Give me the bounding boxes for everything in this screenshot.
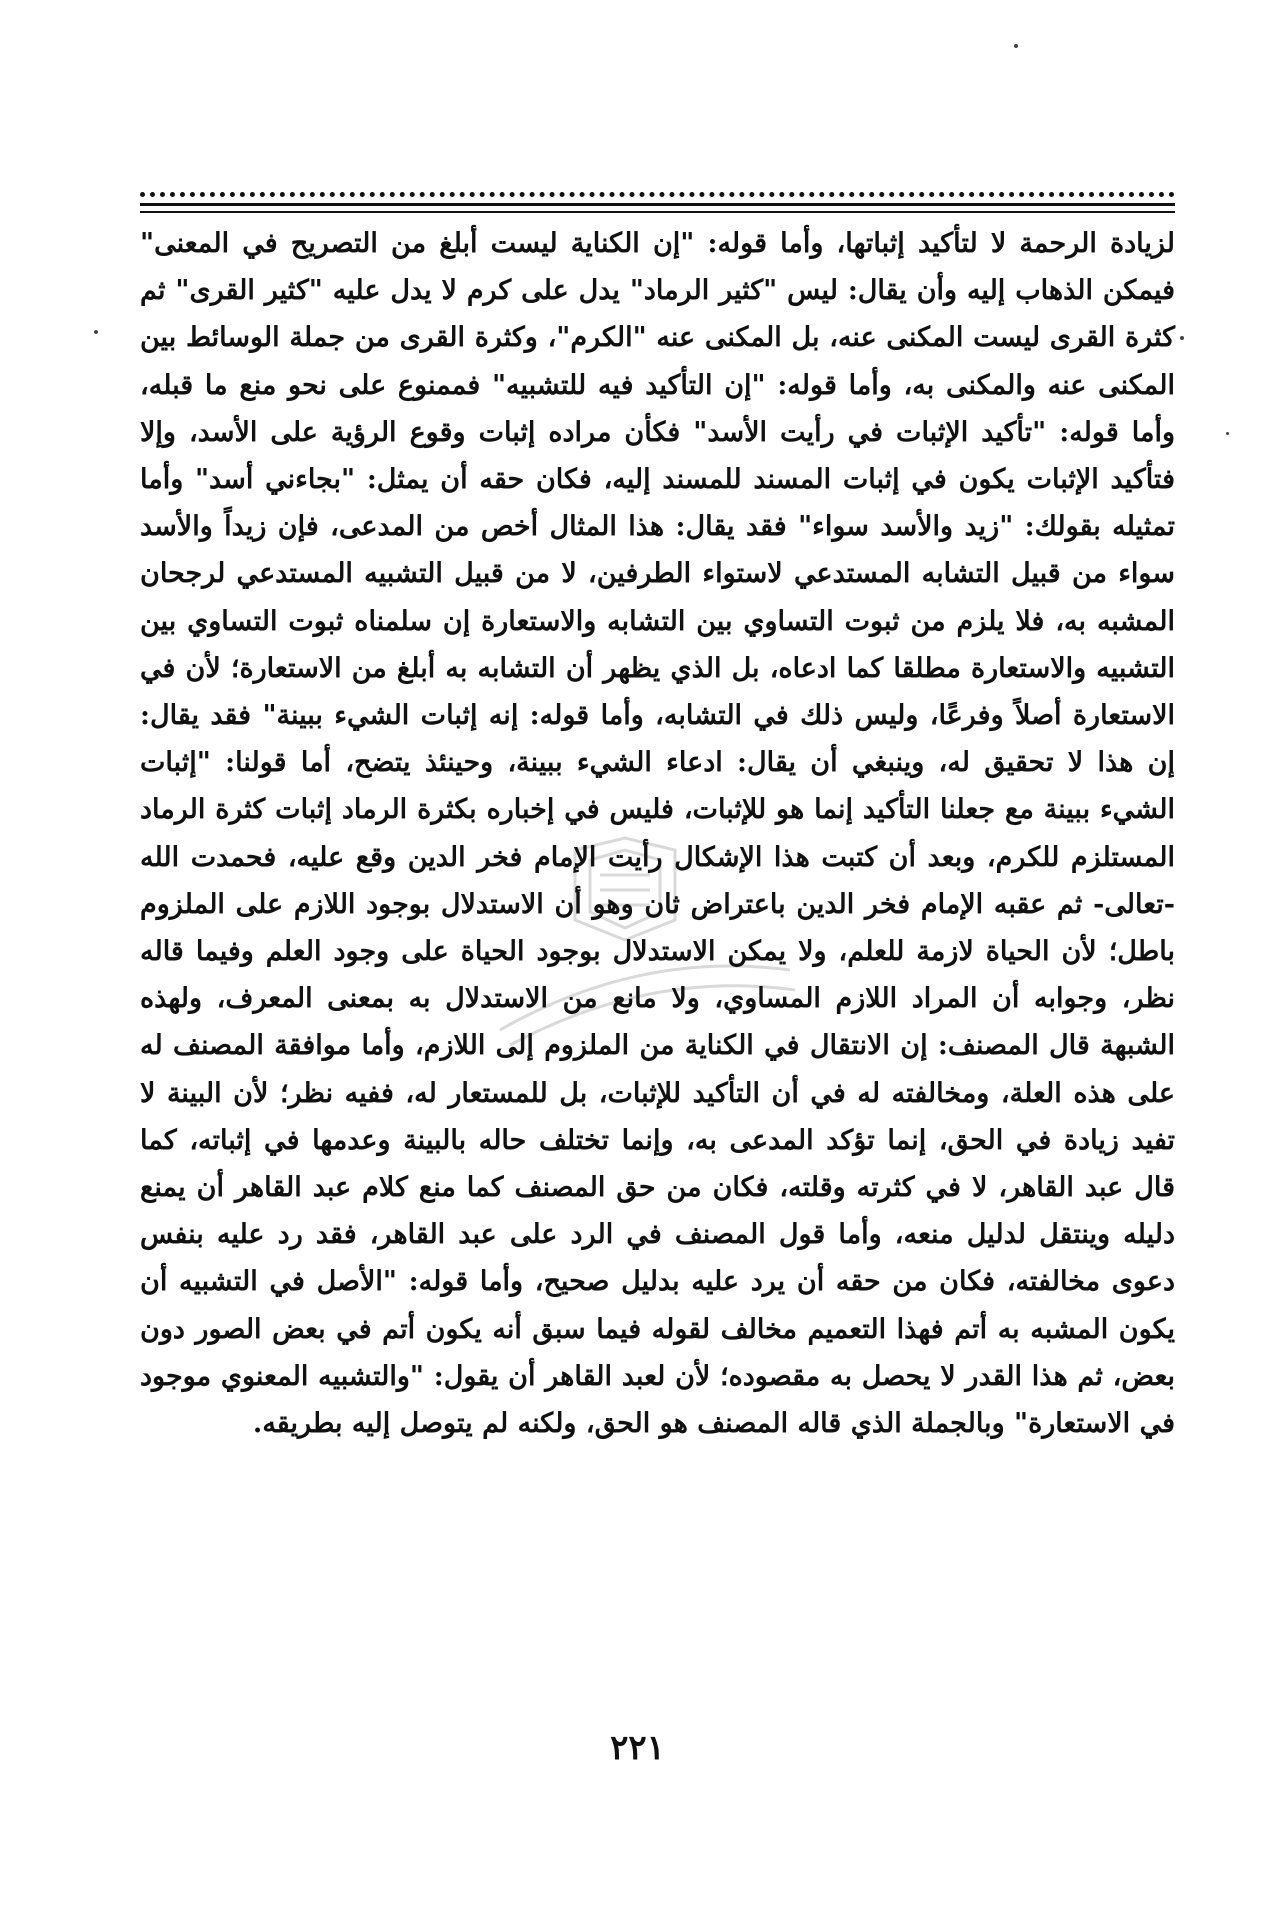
- scan-speck: [1014, 44, 1018, 48]
- header-rule-top: [140, 203, 1175, 206]
- body-paragraph: لزيادة الرحمة لا لتأكيد إثباتها، وأما قوله: "إن الكناية ليست أبلغ من التصريح في المعنى" فيمكن الذهاب إليه وأن يقال: ليس "كثير الرماد" يدل على كرم لا يدل عليه "كثير القرى" ثم كثرة القرى ليست المكنى عنه، بل المكنى عنه "الكرم"، وكثرة القرى من جملة الوسائط بين المكنى عنه والمكنى به، وأما قوله: "إن التأكيد فيه للتشبيه" فممنوع على نحو منع ما قبله، وأما قوله: "تأكيد الإثبات في رأيت الأسد" فكأن مراده إثبات وقوع الرؤية على الأسد، وإلا فتأكيد الإثبات يكون في إثبات المسند للمسند إليه، فكان حقه أن يمثل: "بجاءني أسد" وأما تمثيله بقولك: "زيد والأسد سواء" فقد يقال: هذا المثال أخص من المدعى، فإن زيداً والأسد سواء من قبيل التشابه المستدعي لاستواء الطرفين، لا من قبيل التشبيه المستدعي لرجحان المشبه به، فلا يلزم من ثبوت التساوي بين التشابه والاستعارة إن سلمناه ثبوت التساوي بين التشبيه والاستعارة مطلقا كما ادعاه، بل الذي يظهر أن التشابه به أبلغ من الاستعارة؛ لأن في الاستعارة أصلاً وفرعًا، وليس ذلك في التشابه، وأما قوله: إنه إثبات الشيء ببينة" فقد يقال: إن هذا لا تحقيق له، وينبغي أن يقال: ادعاء الشيء ببينة، وحينئذ يتضح، أما قولنا: "إثبات الشيء ببينة مع جعلنا التأكيد إنما هو للإثبات، فليس في إخباره بكثرة الرماد إثبات كثرة الرماد المستلزم للكرم، وبعد أن كتبت هذا الإشكال رأيت الإمام فخر الدين وقع عليه، فحمدت الله -تعالى- ثم عقبه الإمام فخر الدين باعتراض ثان وهو أن الاستدلال بوجود اللازم على الملزوم باطل؛ لأن الحياة لازمة للعلم، ولا يمكن الاستدلال بوجود الحياة على وجود العلم وفيما قاله نظر، وجوابه أن المراد اللازم المساوي، ولا مانع من الاستدلال به بمعنى المعرف، ولهذه الشبهة قال المصنف: إن الانتقال في الكناية من الملزوم إلى اللازم، وأما موافقة المصنف له على هذه العلة، ومخالفته له في أن التأكيد للإثبات، بل للمستعار له، ففيه نظر؛ لأن البينة لا تفيد زيادة في الحق، إنما تؤكد المدعى به، وإنما تختلف حاله بالبينة وعدمها في إثباته، كما قال عبد القاهر، لا في كثرته وقلته، فكان من حق المصنف كما منع كلام عبد القاهر أن يمنع دليله وينتقل لدليل منعه، وأما قول المصنف في الرد على عبد القاهر، فقد رد عليه بنفس دعوى مخالفته، فكان من حقه أن يرد عليه بدليل صحيح، وأما قوله: "الأصل في التشبيه أن يكون المشبه به أتم فهذا التعميم مخالف لقوله فيما سبق أنه يكون أتم في بعض الصور دون بعض، ثم هذا القدر لا يحصل به مقصوده؛ لأن لعبد القاهر أن يقول: "والتشبيه المعنوي موجود في الاستعارة" وبالجملة الذي قاله المصنف هو الحق، ولكنه لم يتوصل إليه بطريقه.: [140, 228, 1175, 1440]
- scan-speck: [1226, 432, 1229, 435]
- header-rule-bottom: [140, 211, 1175, 213]
- page-number: ٢٢١: [610, 1728, 665, 1768]
- scan-speck: [1180, 336, 1184, 340]
- scan-speck: [94, 330, 98, 334]
- header-dotted-rule: [140, 192, 1175, 197]
